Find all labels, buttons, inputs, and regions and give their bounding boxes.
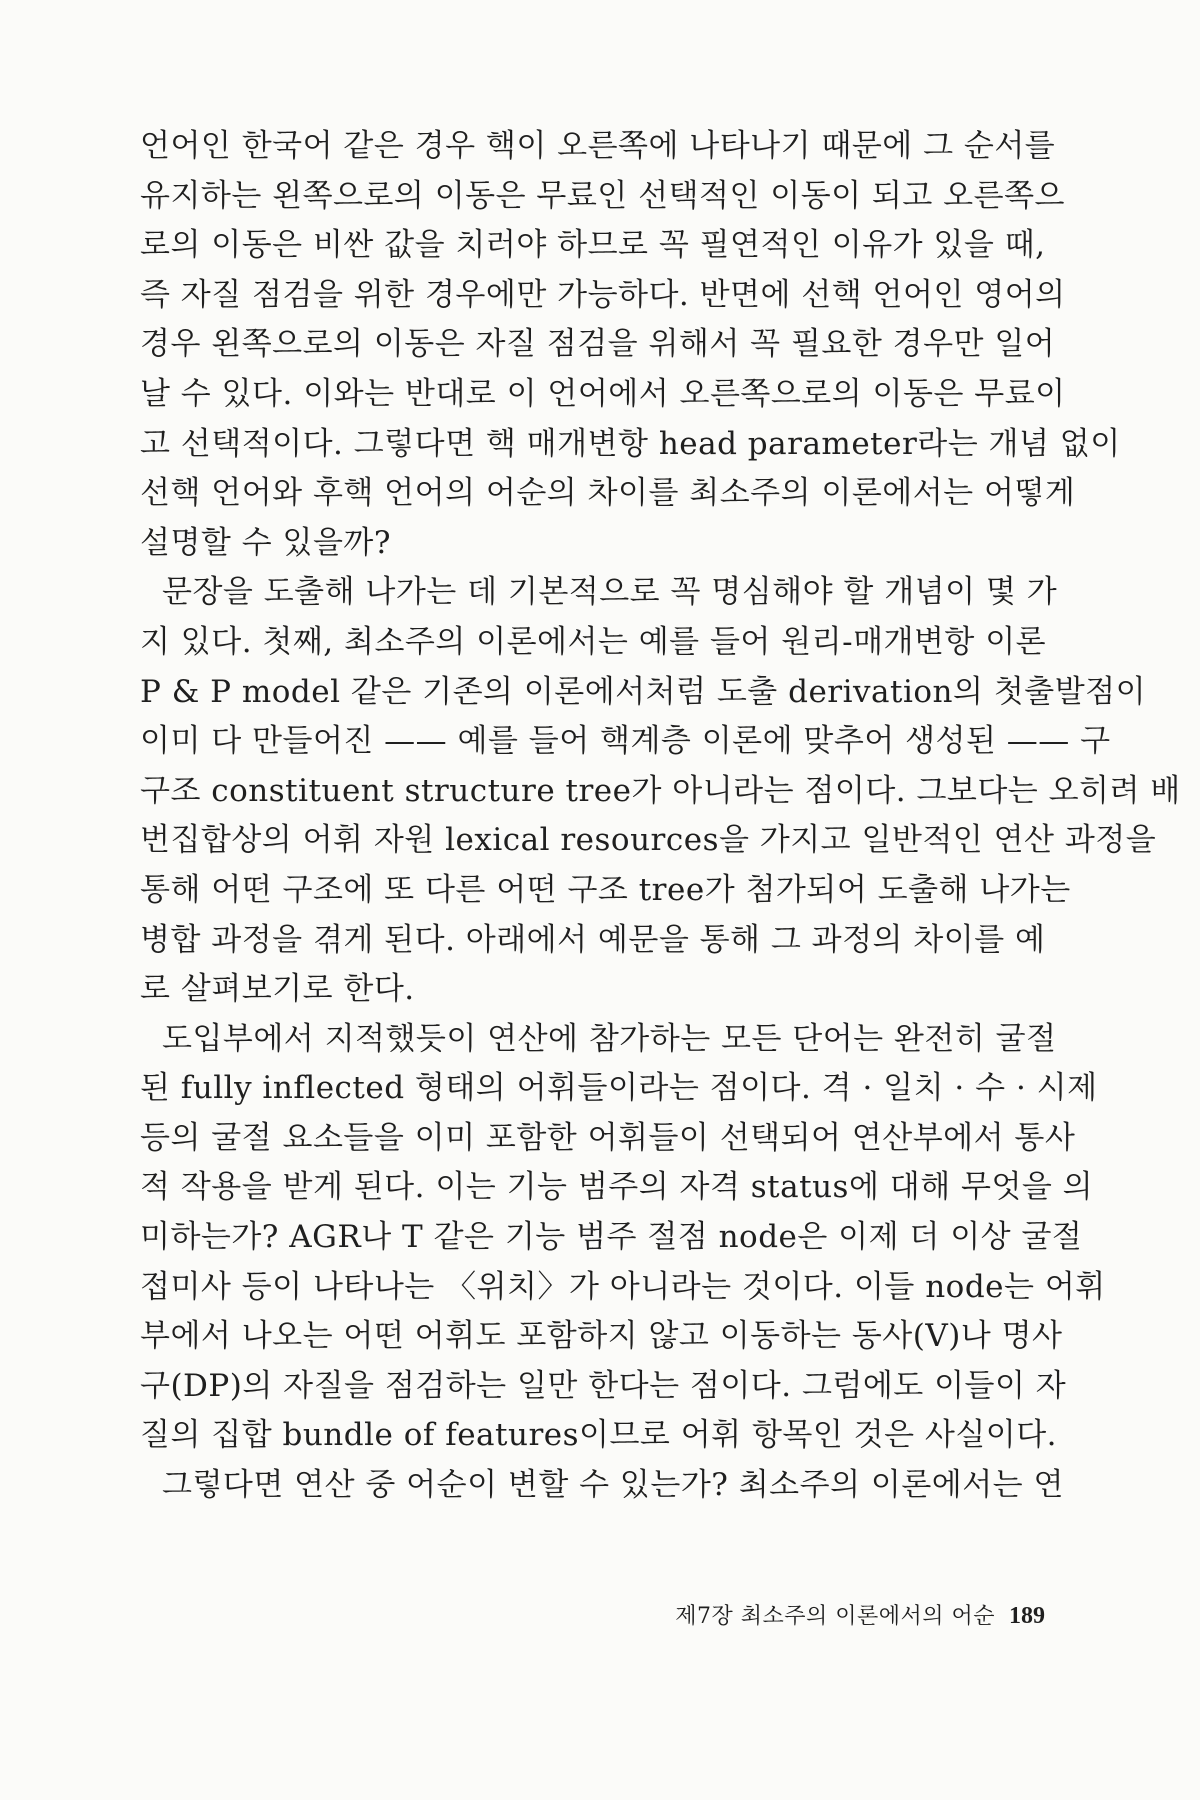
text-line: 지 있다. 첫째, 최소주의 이론에서는 예를 들어 원리-매개변항 이론 — [140, 623, 1047, 660]
text-line: P & P model 같은 기존의 이론에서처럼 도출 derivation의 첫출발점이 — [140, 673, 1147, 710]
text-line: 미하는가? AGR나 T 같은 기능 범주 절점 node은 이제 더 이상 굴절 — [140, 1219, 1083, 1256]
text-line: 적 작용을 받게 된다. 이는 기능 범주의 자격 status에 대해 무엇을 의 — [140, 1169, 1094, 1206]
body-text — [140, 122, 1181, 1511]
text-line: 구조 constituent structure tree가 아니라는 점이다. 그보다는 오히려 배 — [140, 772, 1181, 809]
text-line: 로 살펴보기로 한다. — [140, 971, 415, 1008]
text-line: 된 fully inflected 형태의 어휘들이라는 점이다. 격 · 일치 · 수 · 시제 — [140, 1070, 1098, 1107]
text-line: 이미 다 만들어진 —— 예를 들어 핵계층 이론에 맞추어 생성된 —— 구 — [140, 723, 1111, 760]
text-line: 통해 어떤 구조에 또 다른 어떤 구조 tree가 첨가되어 도출해 나가는 — [140, 871, 1071, 908]
text-line: 접미사 등이 나타나는 〈위치〉가 아니라는 것이다. 이들 node는 어휘 — [140, 1268, 1106, 1305]
page-footer — [620, 1601, 1045, 1632]
text-line: 설명할 수 있을까? — [140, 524, 391, 561]
text-line: 번집합상의 어휘 자원 lexical resources을 가지고 일반적인 연산 과정을 — [140, 822, 1157, 859]
text-line: 문장을 도출해 나가는 데 기본적으로 꼭 명심해야 할 개념이 몇 가 — [162, 574, 1058, 611]
text-line: 날 수 있다. 이와는 반대로 이 언어에서 오른쪽으로의 이동은 무료이 — [140, 375, 1066, 412]
page-number: 189 — [1009, 1603, 1045, 1629]
text-line: 병합 과정을 겪게 된다. 아래에서 예문을 통해 그 과정의 차이를 예 — [140, 921, 1046, 958]
text-line: 질의 집합 bundle of features이므로 어휘 항목인 것은 사실이다. — [140, 1417, 1058, 1454]
text-line: 부에서 나오는 어떤 어휘도 포함하지 않고 이동하는 동사(V)나 명사 — [140, 1318, 1063, 1355]
text-line: 유지하는 왼쪽으로의 이동은 무료인 선택적인 이동이 되고 오른쪽으 — [140, 177, 1065, 214]
text-line: 경우 왼쪽으로의 이동은 자질 점검을 위해서 꼭 필요한 경우만 일어 — [140, 326, 1056, 363]
text-line: 선핵 언어와 후핵 언어의 어순의 차이를 최소주의 이론에서는 어떻게 — [140, 475, 1076, 512]
chapter-title: 제7장 최소주의 이론에서의 어순 — [675, 1604, 995, 1629]
text-line: 등의 굴절 요소들을 이미 포함한 어휘들이 선택되어 연산부에서 통사 — [140, 1119, 1076, 1156]
text-line: 그렇다면 연산 중 어순이 변할 수 있는가? 최소주의 이론에서는 연 — [162, 1467, 1064, 1504]
text-line: 언어인 한국어 같은 경우 핵이 오른쪽에 나타나기 때문에 그 순서를 — [140, 128, 1056, 164]
text-line: 즉 자질 점검을 위한 경우에만 가능하다. 반면에 선핵 언어인 영어의 — [140, 276, 1066, 313]
text-line: 고 선택적이다. 그렇다면 핵 매개변항 head parameter라는 개념 없이 — [140, 425, 1121, 462]
text-line: 구(DP)의 자질을 점검하는 일만 한다는 점이다. 그럼에도 이들이 자 — [140, 1367, 1067, 1404]
text-line: 도입부에서 지적했듯이 연산에 참가하는 모든 단어는 완전히 굴절 — [162, 1020, 1057, 1057]
text-line: 로의 이동은 비싼 값을 치러야 하므로 꼭 필연적인 이유가 있을 때, — [140, 227, 1046, 264]
